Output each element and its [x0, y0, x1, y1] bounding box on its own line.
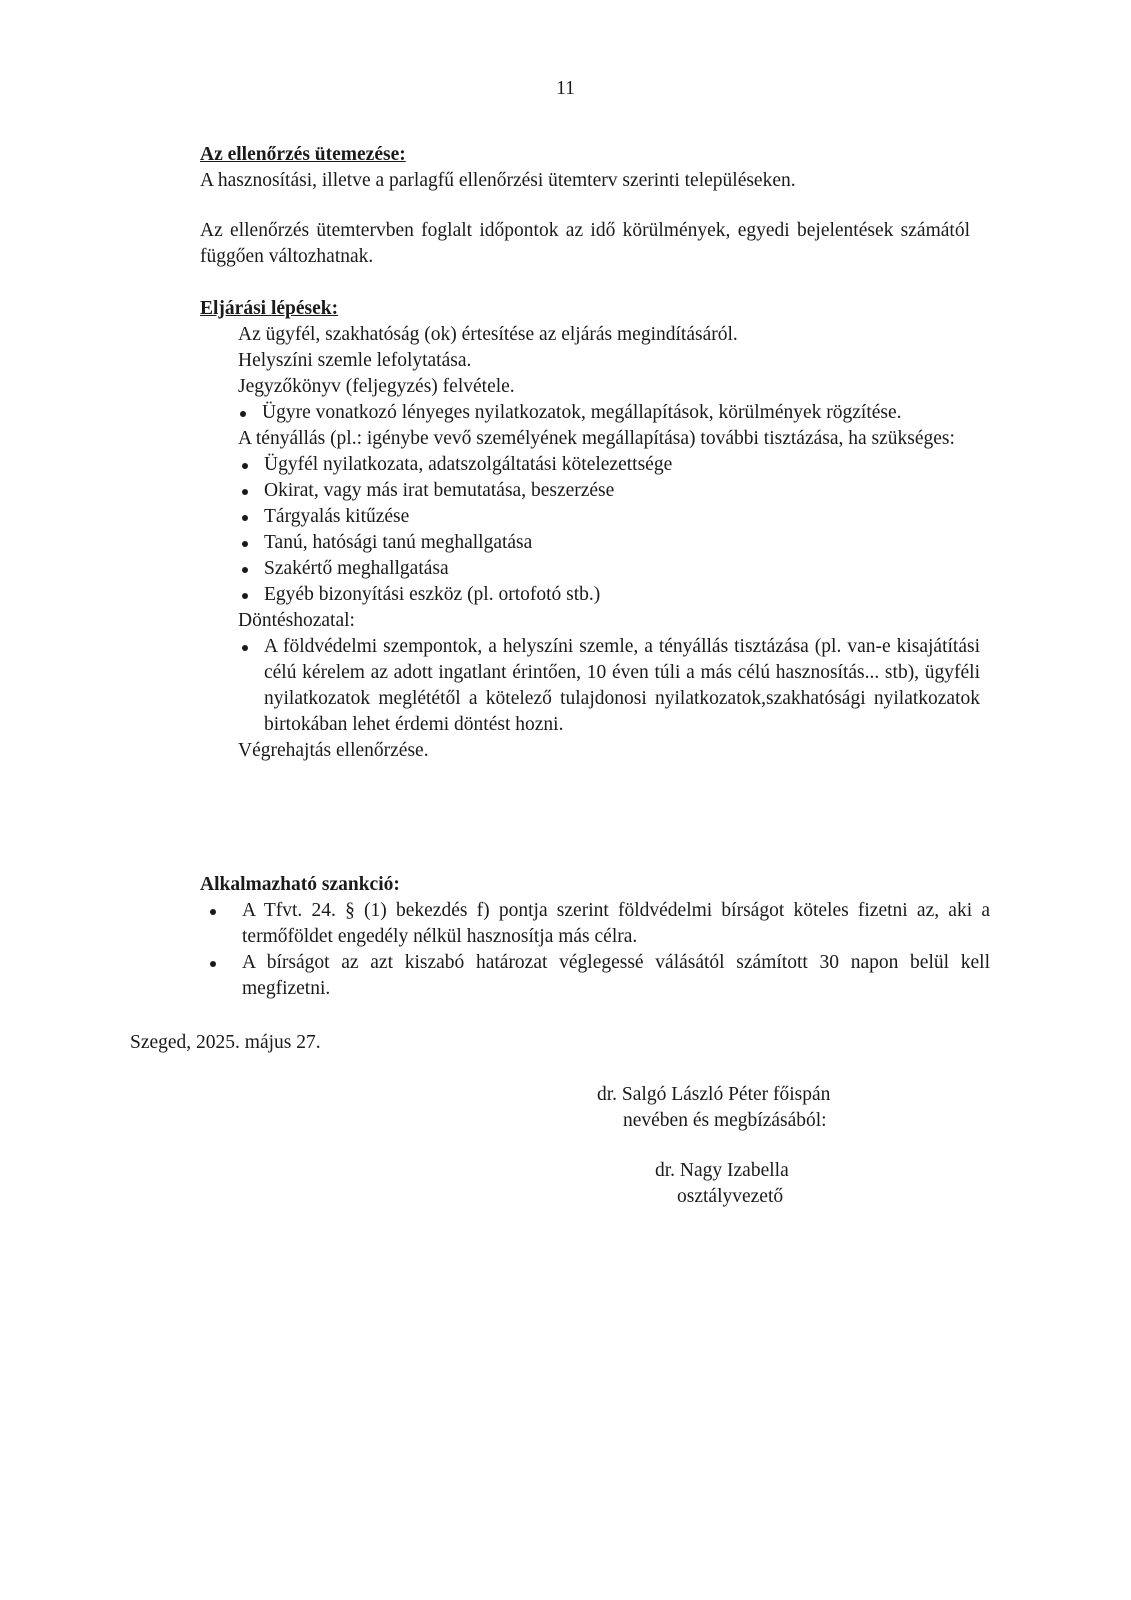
signer-name: dr. Nagy Izabella — [655, 1160, 789, 1181]
bullet-icon — [242, 593, 248, 599]
procedure-step-inspection: Helyszíni szemle lefolytatása. — [238, 350, 472, 371]
bullet-icon — [242, 515, 248, 521]
schedule-note: Az ellenőrzés ütemtervben foglalt időpontok az idő körülmények, egyedi bejelentések számától függően változhatnak. — [200, 220, 970, 267]
list-item — [238, 400, 982, 426]
page-number: 11 — [556, 78, 575, 99]
list-item — [238, 452, 980, 478]
fact-item-document: Okirat, vagy más irat bemutatása, beszerzése — [264, 480, 615, 501]
bullet-icon — [242, 541, 248, 547]
signature-mandate: nevében és megbízásából: — [623, 1110, 827, 1131]
list-item — [200, 898, 990, 950]
list-item — [238, 478, 980, 504]
list-item — [200, 950, 990, 1002]
execution-check: Végrehajtás ellenőrzése. — [238, 740, 429, 761]
list-item — [238, 530, 980, 556]
fact-clarification-text: A tényállás (pl.: igénybe vevő személyének megállapítása) további tisztázása, ha szükséges: — [238, 428, 955, 449]
place-date: Szeged, 2025. május 27. — [130, 1032, 321, 1053]
procedure-section — [200, 296, 980, 764]
bullet-icon — [242, 645, 248, 651]
fact-item-expert: Szakértő meghallgatása — [264, 558, 449, 579]
decision-label: Döntéshozatal: — [238, 610, 355, 631]
statement-record-text: Ügyre vonatkozó lényeges nyilatkozatok, megállapítások, körülmények rögzítése. — [262, 402, 902, 423]
bullet-icon — [210, 909, 216, 915]
bullet-icon — [240, 411, 246, 417]
procedure-step-minutes: Jegyzőkönyv (feljegyzés) felvétele. — [238, 376, 515, 397]
procedure-step-notify: Az ügyfél, szakhatóság (ok) értesítése az eljárás megindításáról. — [238, 324, 738, 345]
procedure-heading: Eljárási lépések: — [200, 298, 339, 319]
fact-item-hearing: Tárgyalás kitűzése — [264, 506, 410, 527]
fact-item-witness: Tanú, hatósági tanú meghallgatása — [264, 532, 533, 553]
sanction-section — [200, 872, 990, 1002]
fact-item-client-statement: Ügyfél nyilatkozata, adatszolgáltatási kötelezettsége — [264, 454, 673, 475]
bullet-icon — [210, 961, 216, 967]
bullet-icon — [242, 567, 248, 573]
schedule-heading: Az ellenőrzés ütemezése: — [200, 144, 406, 165]
bullet-icon — [242, 463, 248, 469]
decision-text: A földvédelmi szempontok, a helyszíni szemle, a tényállás tisztázása (pl. van-e kisajátítási célú kérelem az adott ingatlant érintően, 10 éven túli a más célú hasznosítás... stb), ügyféli nyilatkozatok meglététől a kötelező tulajdonosi nyilatkozatok,szakhatósági nyilatkozatok birtokában lehet érdemi döntést hozni. — [264, 636, 980, 735]
list-item — [238, 582, 980, 608]
signature-authority: dr. Salgó László Péter főispán — [597, 1084, 831, 1105]
sanction-item-deadline: A bírságot az azt kiszabó határozat véglegessé válásától számított 30 napon belül kell megfizetni. — [242, 952, 990, 999]
fact-item-other-evidence: Egyéb bizonyítási eszköz (pl. ortofotó stb.) — [264, 584, 601, 605]
schedule-section — [200, 142, 980, 194]
bullet-icon — [242, 489, 248, 495]
list-item — [238, 556, 980, 582]
list-item — [238, 634, 980, 738]
sanction-heading: Alkalmazható szankció: — [200, 874, 400, 895]
signer-title: osztályvezető — [677, 1186, 784, 1207]
list-item — [238, 504, 980, 530]
sanction-item-fine: A Tfvt. 24. § (1) bekezdés f) pontja szerint földvédelmi bírságot köteles fizetni az, aki a termőföldet engedély nélkül hasznosítja más célra. — [242, 900, 990, 947]
schedule-text: A hasznosítási, illetve a parlagfű ellenőrzési ütemterv szerinti településeken. — [200, 170, 796, 191]
